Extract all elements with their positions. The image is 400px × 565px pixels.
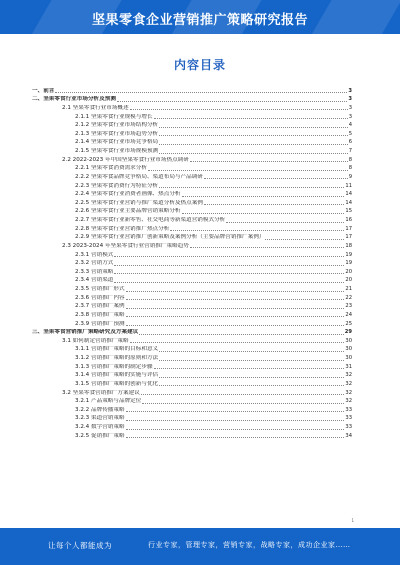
toc-entry-label: 2.2.9 坚果零食行业营销推广创新策略及案例分析（主要品牌营销推广案例） <box>75 234 265 241</box>
toc-entry-label: 2.1.1 坚果零食行业规模与增长 <box>75 113 153 120</box>
toc-entry-label: 2.3.5 营销推广形式 <box>75 286 125 292</box>
toc-entry[interactable] <box>32 302 352 311</box>
toc-leader-dots <box>226 222 344 223</box>
toc-entry-page: 32 <box>345 380 352 387</box>
toc-entry[interactable] <box>32 284 352 293</box>
toc-leader-dots <box>204 204 345 205</box>
toc-entry[interactable] <box>32 336 352 345</box>
toc-entry-label: 3.1.3 营销推广策略的制定步骤 <box>75 363 153 370</box>
toc-entry[interactable] <box>32 319 352 328</box>
toc-entry-label: 2.1 坚果零食行业市场概述 <box>62 104 129 111</box>
toc-entry[interactable] <box>32 164 352 173</box>
toc-leader-dots <box>114 256 344 257</box>
toc-leader-dots <box>126 325 345 326</box>
toc-entry[interactable] <box>32 414 352 423</box>
toc-entry[interactable] <box>32 103 352 112</box>
toc-leader-dots <box>265 239 344 240</box>
toc-entry[interactable] <box>32 353 352 362</box>
toc-entry-page: 20 <box>345 277 352 284</box>
toc-entry-label: 2.3.2 营销方式 <box>75 260 114 267</box>
toc-leader-dots <box>154 368 345 369</box>
toc-entry-label: 3.1.4 营销推广策略的实施与评估 <box>75 372 159 379</box>
toc-entry-label: 2.2.8 坚果零食行业营销推广热点分析 <box>75 225 170 232</box>
toc-entry-label: 3.1 如何制定营销推广策略 <box>62 337 129 344</box>
toc-entry-label: 2.2.4 坚果零食行业消费者画像、热点分析 <box>75 191 181 198</box>
toc-entry-label: 2.3.6 营销推广内容 <box>75 294 125 301</box>
toc-entry[interactable] <box>32 233 352 242</box>
toc-entry-label: 2.2.5 坚果零食行业营销与推广渠道分析及热点案例 <box>75 199 203 206</box>
toc-entry[interactable] <box>32 276 352 285</box>
toc-leader-dots <box>154 118 348 119</box>
toc-entry-label: 2.3.7 营销推广案例 <box>75 303 125 310</box>
toc-entry-page: 8 <box>348 156 352 163</box>
footer-services: 行业专家，管理专家，营销专家，战略专家，成功企业家…… <box>148 541 351 549</box>
toc-entry-page: 20 <box>345 268 352 275</box>
toc-leader-dots <box>159 135 348 136</box>
toc-leader-dots <box>159 377 344 378</box>
toc-leader-dots <box>159 153 348 154</box>
toc-leader-dots <box>170 230 344 231</box>
report-title: 坚果零食企业营销推广策略研究报告 <box>91 13 308 28</box>
toc-leader-dots <box>126 316 345 317</box>
toc-entry[interactable] <box>32 250 352 259</box>
toc-leader-dots <box>204 178 348 179</box>
toc-entry[interactable] <box>32 267 352 276</box>
toc-entry[interactable] <box>32 379 352 388</box>
toc-entry[interactable] <box>32 224 352 233</box>
toc-entry-page: 9 <box>348 173 352 180</box>
toc-entry-page: 15 <box>345 208 352 215</box>
toc-leader-dots <box>159 127 348 128</box>
toc-leader-dots <box>126 291 345 292</box>
report-footer <box>0 528 400 565</box>
toc-leader-dots <box>114 265 344 266</box>
toc-entry[interactable] <box>32 112 352 121</box>
toc-entry-page: 3 <box>348 113 352 120</box>
toc-entry-label: 2.3.9 营销推广预测 <box>75 320 125 327</box>
toc-leader-dots <box>182 213 345 214</box>
toc-entry-label: 3.1.5 营销推广策略的创新与优化 <box>75 380 159 387</box>
toc-entry-page: 17 <box>345 234 352 241</box>
toc-entry[interactable] <box>32 241 352 250</box>
toc-entry[interactable] <box>32 345 352 354</box>
toc-leader-dots <box>190 161 348 162</box>
toc-entry-page: 29 <box>344 329 352 336</box>
page-marker: 1 <box>351 518 354 523</box>
toc-entry-page: 5 <box>348 130 352 137</box>
toc-leader-dots <box>159 144 348 145</box>
toc-leader-dots <box>139 334 343 335</box>
toc-entry[interactable] <box>32 190 352 199</box>
toc-entry-label: 2.3.1 营销模式 <box>75 251 114 258</box>
toc-entry-page: 19 <box>345 260 352 267</box>
toc-entry[interactable] <box>32 181 352 190</box>
toc-leader-dots <box>190 247 345 248</box>
toc-entry[interactable] <box>32 388 352 397</box>
toc-leader-dots <box>159 351 344 352</box>
toc-leader-dots <box>159 385 344 386</box>
toc-entry[interactable] <box>32 362 352 371</box>
toc-entry-label: 2.1.4 坚果零食行业市场竞争格局 <box>75 139 159 146</box>
toc-entry-page: 7 <box>348 148 352 154</box>
toc-leader-dots <box>126 429 345 430</box>
toc-entry-page: 14 <box>345 199 352 206</box>
toc-entry-label: 二、坚果零食行业市场分析及预测 <box>32 96 116 103</box>
toc-entry-page: 30 <box>345 337 352 344</box>
toc-entry[interactable] <box>32 259 352 268</box>
toc-entry-label: 2.1.2 坚果零食行业市场结构分析 <box>75 122 159 129</box>
toc-entry-label: 3.2 坚果零食营销推广方案建议 <box>62 389 140 396</box>
toc-entry-page: 17 <box>345 225 352 232</box>
toc-entry-page: 30 <box>345 355 352 361</box>
toc-entry[interactable] <box>32 215 352 224</box>
toc-entry-page: 32 <box>345 389 352 396</box>
toc-leader-dots <box>55 92 347 93</box>
toc-leader-dots <box>126 411 345 412</box>
toc-entry[interactable] <box>32 146 352 155</box>
toc-entry-page: 31 <box>345 363 352 370</box>
toc-entry-label: 2.2.6 坚果零食行业主要品牌营销策略分析 <box>75 208 181 215</box>
toc-entry-label: 2.3 2023-2024 年坚果零食行业营销推广策略趋势 <box>62 242 189 249</box>
toc-entry-page: 4 <box>348 122 352 129</box>
toc-entry-label: 3.2.1 产品策略与品牌定位 <box>75 398 142 405</box>
toc-heading: 内容目录 <box>173 58 226 72</box>
toc-entry-page: 33 <box>345 424 352 430</box>
toc-entry-page: 19 <box>345 251 352 258</box>
toc-leader-dots <box>159 187 344 188</box>
toc-entry-label: 2.1.3 坚果零食行业市场趋势分析 <box>75 130 159 137</box>
toc-entry-page: 22 <box>345 294 352 301</box>
toc-leader-dots <box>114 282 344 283</box>
toc-entry[interactable] <box>32 86 352 95</box>
toc-entry[interactable] <box>32 371 352 380</box>
toc-leader-dots <box>130 109 348 110</box>
toc-leader-dots <box>141 394 345 395</box>
footer-slogan: 让每个人都能成为 <box>48 541 112 550</box>
toc-leader-dots <box>126 299 345 300</box>
toc-entry-page: 3 <box>348 96 352 103</box>
toc-entry-label: 三、坚果零食营销推广策略研究及方案建议 <box>32 329 139 336</box>
toc-entry-label: 3.2.4 数字营销策略 <box>75 424 125 430</box>
toc-leader-dots <box>159 360 344 361</box>
toc-entry[interactable] <box>32 422 352 431</box>
toc-entry-page: 14 <box>345 191 352 198</box>
toc-entry-label: 3.1.1 营销推广策略的目标和意义 <box>75 346 159 353</box>
toc-entry[interactable] <box>32 121 352 130</box>
toc-entry[interactable] <box>32 293 352 302</box>
toc-entry-page: 24 <box>345 311 352 318</box>
toc-entry-label: 2.1.5 坚果零食行业市场规模预测 <box>75 148 159 154</box>
toc-entry-label: 2.3.4 营销渠道 <box>75 277 114 284</box>
toc-entry-page: 33 <box>345 406 352 413</box>
toc-entry-page: 25 <box>345 320 352 327</box>
toc-entry[interactable] <box>32 328 352 337</box>
toc-entry-page: 8 <box>348 165 352 172</box>
toc-leader-dots <box>126 437 345 438</box>
toc-entry[interactable] <box>32 129 352 138</box>
toc-entry-label: 2.3.3 营销策略 <box>75 268 114 275</box>
toc-entry-page: 3 <box>348 87 352 94</box>
toc-entry-label: 2.3.8 营销推广策略 <box>75 311 125 318</box>
toc-entry[interactable] <box>32 138 352 147</box>
toc-entry[interactable] <box>32 95 352 104</box>
toc-entry-page: 30 <box>345 346 352 353</box>
toc-leader-dots <box>182 196 345 197</box>
toc-entry-label: 3.2.3 渠道营销策略 <box>75 415 125 422</box>
toc-leader-dots <box>117 101 347 102</box>
toc-entry-label: 3.1.2 营销推广策略的原则和方法 <box>75 355 159 361</box>
toc-entry-page: 6 <box>348 139 352 146</box>
toc-entry-label: 3.2.5 促销推广策略 <box>75 432 125 439</box>
toc-entry[interactable] <box>32 198 352 207</box>
toc-entry-label: 2.2 2022-2023 年中国坚果零食行业市场热点调研 <box>62 156 189 163</box>
report-header <box>0 0 400 34</box>
toc-entry-page: 11 <box>345 182 352 189</box>
table-of-contents <box>32 86 352 440</box>
toc-entry-page: 18 <box>345 242 352 249</box>
toc-leader-dots <box>148 170 348 171</box>
toc-leader-dots <box>126 308 345 309</box>
toc-entry-page: 32 <box>345 398 352 405</box>
toc-entry[interactable] <box>32 155 352 164</box>
toc-entry-page: 23 <box>345 303 352 310</box>
toc-entry-page: 34 <box>345 432 352 439</box>
toc-entry-label: 2.2.2 坚果零食品牌竞争格局、渠道布局与产品调研 <box>75 173 203 180</box>
toc-entry[interactable] <box>32 310 352 319</box>
toc-entry-page: 33 <box>345 415 352 422</box>
toc-entry[interactable] <box>32 405 352 414</box>
toc-leader-dots <box>142 403 344 404</box>
toc-entry-label: 2.2.3 坚果零食消费行为特征分析 <box>75 182 159 189</box>
toc-entry-label: 一、前言 <box>32 87 55 94</box>
toc-leader-dots <box>114 273 344 274</box>
toc-entry-page: 32 <box>345 372 352 379</box>
toc-leader-dots <box>130 342 345 343</box>
toc-entry[interactable] <box>32 207 352 216</box>
toc-entry-label: 2.2.1 坚果零食消费需求分析 <box>75 165 147 172</box>
toc-entry-label: 2.2.7 坚果零食行业新零售、社交电商等新渠道营销模式分析 <box>75 217 226 223</box>
toc-entry[interactable] <box>32 431 352 440</box>
toc-entry-page: 21 <box>345 286 352 292</box>
toc-leader-dots <box>126 420 345 421</box>
toc-entry-page: 3 <box>348 104 352 111</box>
toc-entry-page: 16 <box>345 217 352 223</box>
toc-entry-label: 3.2.2 品牌传播策略 <box>75 406 125 413</box>
toc-entry[interactable] <box>32 397 352 406</box>
toc-entry[interactable] <box>32 172 352 181</box>
